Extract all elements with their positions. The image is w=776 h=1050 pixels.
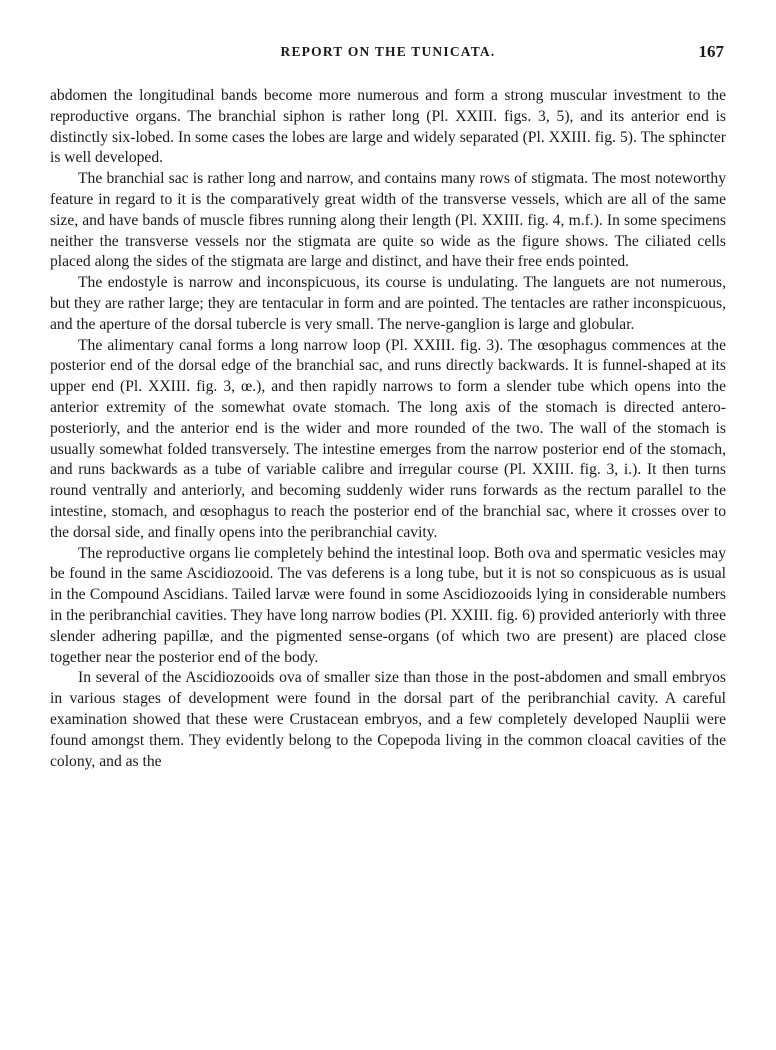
running-title: REPORT ON THE TUNICATA. [280, 44, 496, 59]
document-page [50, 44, 726, 772]
page-number: 167 [698, 42, 724, 61]
paragraph-2: The branchial sac is rather long and narrow, and contains many rows of stigmata. The most noteworthy feature in regard to it is the comparatively great width of the transverse vessels, which are all of the same size, and have bands of muscle fibres running along their length (Pl. XXIII. fig. 4, m.f.). In some specimens neither the transverse vessels nor the stigmata are quite so wide as the figure shows. The ciliated cells placed along the sides of the stigmata are large and distinct, and have their free ends pointed. [50, 170, 726, 271]
paragraph-4: The alimentary canal forms a long narrow loop (Pl. XXIII. fig. 3). The œsophagus commences at the posterior end of the dorsal edge of the branchial sac, and runs directly backwards. It is funnel-shaped at its upper end (Pl. XXIII. fig. 3, œ.), and then rapidly narrows to form a slender tube which opens into the anterior extremity of the somewhat ovate stomach. The long axis of the stomach is directed antero-posteriorly, and the anterior end is the wider and more rounded of the two. The wall of the stomach is usually somewhat folded transversely. The intestine emerges from the narrow posterior end of the stomach, and runs backwards as a tube of variable calibre and irregular course (Pl. XXIII. fig. 3, i.). It then turns round ventrally and anteriorly, and becoming suddenly wider runs forwards as the rectum parallel to the intestine, stomach, and œsophagus to reach the posterior end of the branchial sac, where it crosses over to the dorsal side, and finally opens into the peribranchial cavity. [50, 336, 726, 541]
paragraph-6: In several of the Ascidiozooids ova of smaller size than those in the post-abdomen and small embryos in various stages of development were found in the dorsal part of the peribranchial cavity. A careful examination showed that these were Crustacean embryos, and a few completely developed Nauplii were found amongst them. They evidently belong to the Copepoda living in the common cloacal cavities of the colony, and as the [50, 669, 726, 770]
body-text [50, 86, 726, 772]
paragraph-1: abdomen the longitudinal bands become more numerous and form a strong muscular investment to the reproductive organs. The branchial siphon is rather long (Pl. XXIII. figs. 3, 5), and its anterior end is distinctly six-lobed. In some cases the lobes are large and widely separated (Pl. XXIII. fig. 5). The sphincter is well developed. [50, 87, 726, 167]
paragraph-3: The endostyle is narrow and inconspicuous, its course is undulating. The languets are not numerous, but they are rather large; they are tentacular in form and are pointed. The tentacles are rather inconspicuous, and the aperture of the dorsal tubercle is very small. The nerve-ganglion is large and globular. [50, 274, 726, 333]
page-header [50, 44, 726, 68]
paragraph-5: The reproductive organs lie completely behind the intestinal loop. Both ova and spermatic vesicles may be found in the same Ascidiozooid. The vas deferens is a long tube, but it is not so conspicuous as is usual in the Compound Ascidians. Tailed larvæ were found in some Ascidiozooids lying in considerable numbers in the peribranchial cavities. They have long narrow bodies (Pl. XXIII. fig. 6) provided anteriorly with three slender adhering papillæ, and the pigmented sense-organs (of which two are present) are placed close together near the posterior end of the body. [50, 544, 726, 666]
